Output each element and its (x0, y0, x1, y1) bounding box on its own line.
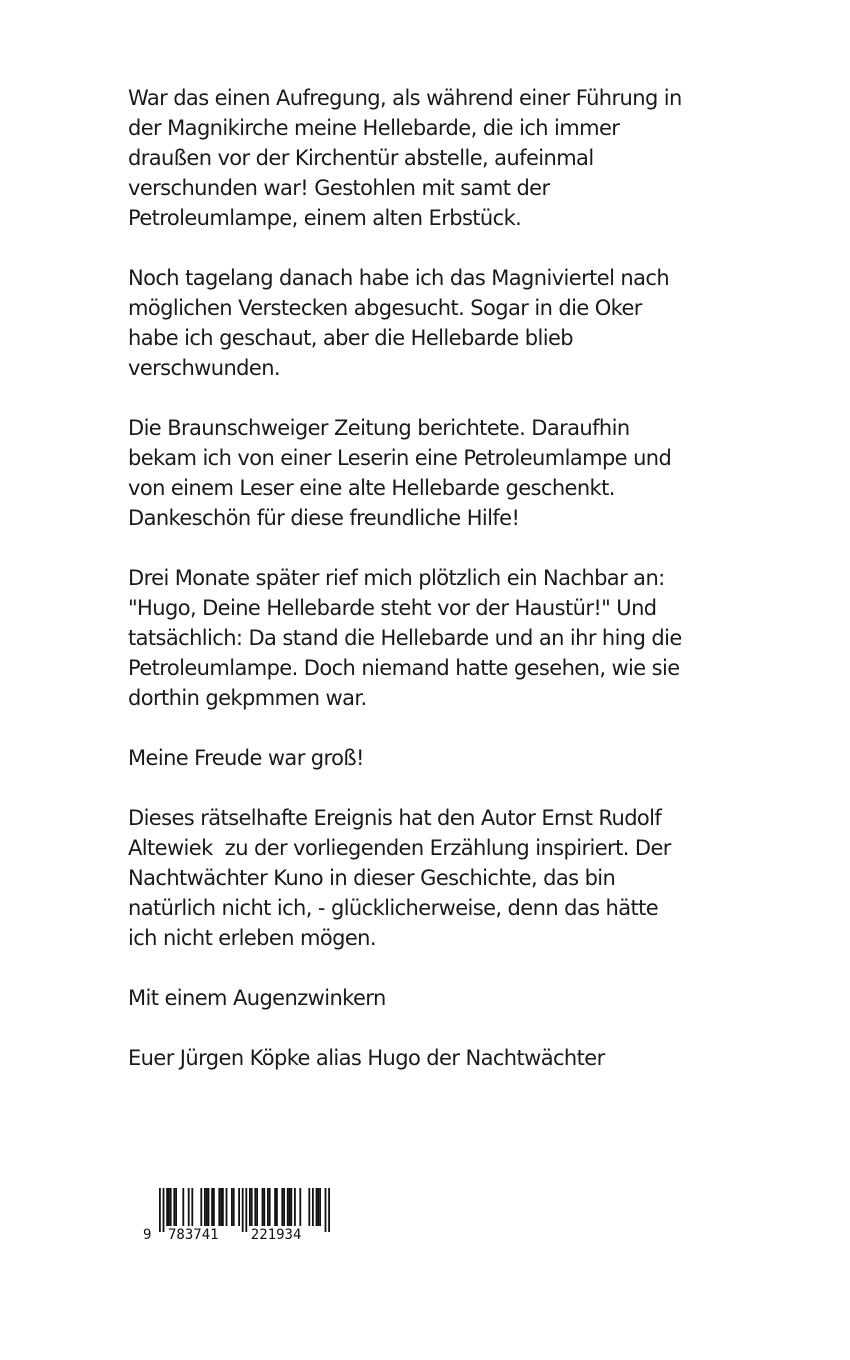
paragraph (128, 413, 748, 533)
text-line: ich nicht erleben mögen. (128, 926, 376, 950)
barcode-bar (290, 1188, 292, 1226)
text-line: habe ich geschaut, aber die Hellebarde blieb (128, 326, 574, 350)
barcode-bar (222, 1188, 224, 1226)
barcode-bar (312, 1188, 314, 1226)
text-line: Altewiek zu der vorliegenden Erzählung inspiriert. Der (128, 836, 671, 860)
barcode-bar (233, 1188, 235, 1226)
text-line: War das einen Aufregung, als während einer Führung in (128, 86, 682, 110)
paragraph (128, 803, 748, 953)
barcode-bar (262, 1188, 264, 1226)
barcode-bar (263, 1188, 265, 1226)
barcode-bar (269, 1188, 271, 1226)
barcode-bar (267, 1188, 269, 1226)
barcode-bar (319, 1188, 321, 1226)
text-line: Meine Freude war groß! (128, 746, 364, 770)
text-line: Nachtwächter Kuno in dieser Geschichte, das bin (128, 866, 616, 890)
paragraph (128, 263, 748, 383)
barcode-bar (182, 1188, 184, 1226)
text-line: tatsächlich: Da stand die Hellebarde und an ihr hing die (128, 626, 682, 650)
text-line: natürlich nicht ich, - glücklicherweise, denn das hätte (128, 896, 659, 920)
barcode-bar (170, 1188, 172, 1226)
barcode-bar (200, 1188, 202, 1226)
barcode-bar (206, 1188, 208, 1226)
text-line: der Magnikirche meine Hellebarde, die ich immer (128, 116, 620, 140)
barcode-bar (213, 1188, 215, 1226)
paragraph (128, 1043, 748, 1073)
isbn-barcode (142, 1186, 334, 1242)
barcode-bar (226, 1188, 228, 1226)
text-line: verschwunden. (128, 356, 281, 380)
barcode-bar (294, 1188, 296, 1226)
back-cover-text (128, 83, 748, 1103)
barcode-bar (211, 1188, 213, 1226)
barcode-bar (208, 1188, 210, 1226)
text-line: Petroleumlampe. Doch niemand hatte gesehen, wie sie (128, 656, 680, 680)
barcode-digits-left: 783741 (168, 1227, 219, 1242)
barcode-bar (254, 1188, 256, 1226)
barcode-bar (245, 1188, 247, 1232)
barcode-bar (238, 1188, 240, 1226)
text-line: von einem Leser eine alte Hellebarde geschenkt. (128, 476, 615, 500)
paragraph (128, 743, 748, 773)
text-line: draußen vor der Kirchentür abstelle, aufeinmal (128, 146, 594, 170)
text-line: "Hugo, Deine Hellebarde steht vor der Haustür!" Und (128, 596, 657, 620)
barcode-bar (308, 1188, 310, 1226)
text-line: Drei Monate später rief mich plötzlich ein Nachbar an: (128, 566, 665, 590)
text-line: Dieses rätselhafte Ereignis hat den Autor Ernst Rudolf (128, 806, 662, 830)
text-line: bekam ich von einer Leserin eine Petroleumlampe und (128, 446, 672, 470)
barcode-bar (281, 1188, 283, 1226)
barcode-bar (251, 1188, 253, 1226)
barcode-bar (242, 1188, 244, 1232)
paragraph (128, 983, 748, 1013)
barcode-bar (317, 1188, 319, 1226)
barcode-bar (287, 1188, 289, 1226)
barcode-bar (316, 1188, 318, 1226)
barcode-bar (191, 1188, 193, 1226)
barcode-bar (299, 1188, 301, 1226)
barcode-bar (218, 1188, 220, 1226)
text-line: Mit einem Augenzwinkern (128, 986, 386, 1010)
barcode-bar (159, 1188, 161, 1232)
barcode-bar (256, 1188, 258, 1226)
barcode-bar (204, 1188, 206, 1226)
paragraph (128, 83, 748, 233)
text-line: verschunden war! Gestohlen mit samt der (128, 176, 550, 200)
barcode-bar (220, 1188, 222, 1226)
text-line: dorthin gekpmmen war. (128, 686, 367, 710)
barcode-bar (249, 1188, 251, 1226)
barcode-bar (325, 1188, 327, 1232)
barcode-bar (173, 1188, 175, 1226)
barcode-bar (276, 1188, 278, 1226)
barcode-bar (274, 1188, 276, 1226)
barcode-bar (328, 1188, 330, 1232)
text-line: Petroleumlampe, einem alten Erbstück. (128, 206, 522, 230)
text-line: Euer Jürgen Köpke alias Hugo der Nachtwächter (128, 1046, 605, 1070)
paragraph (128, 563, 748, 713)
text-line: Die Braunschweiger Zeitung berichtete. Daraufhin (128, 416, 630, 440)
barcode-bar (188, 1188, 190, 1226)
barcode-bar (289, 1188, 291, 1226)
barcode-bar (168, 1188, 170, 1226)
text-line: möglichen Verstecken abgesucht. Sogar in die Oker (128, 296, 642, 320)
barcode-digit-first: 9 (143, 1227, 152, 1242)
barcode-bar (163, 1188, 165, 1232)
barcode-bar (283, 1188, 285, 1226)
barcode-digits-right: 221934 (250, 1227, 302, 1242)
text-line: Dankeschön für diese freundliche Hilfe! (128, 506, 520, 530)
barcode-bar (175, 1188, 177, 1226)
text-line: Noch tagelang danach habe ich das Magniviertel nach (128, 266, 670, 290)
barcode-bar (166, 1188, 168, 1226)
barcode-bar (231, 1188, 233, 1226)
